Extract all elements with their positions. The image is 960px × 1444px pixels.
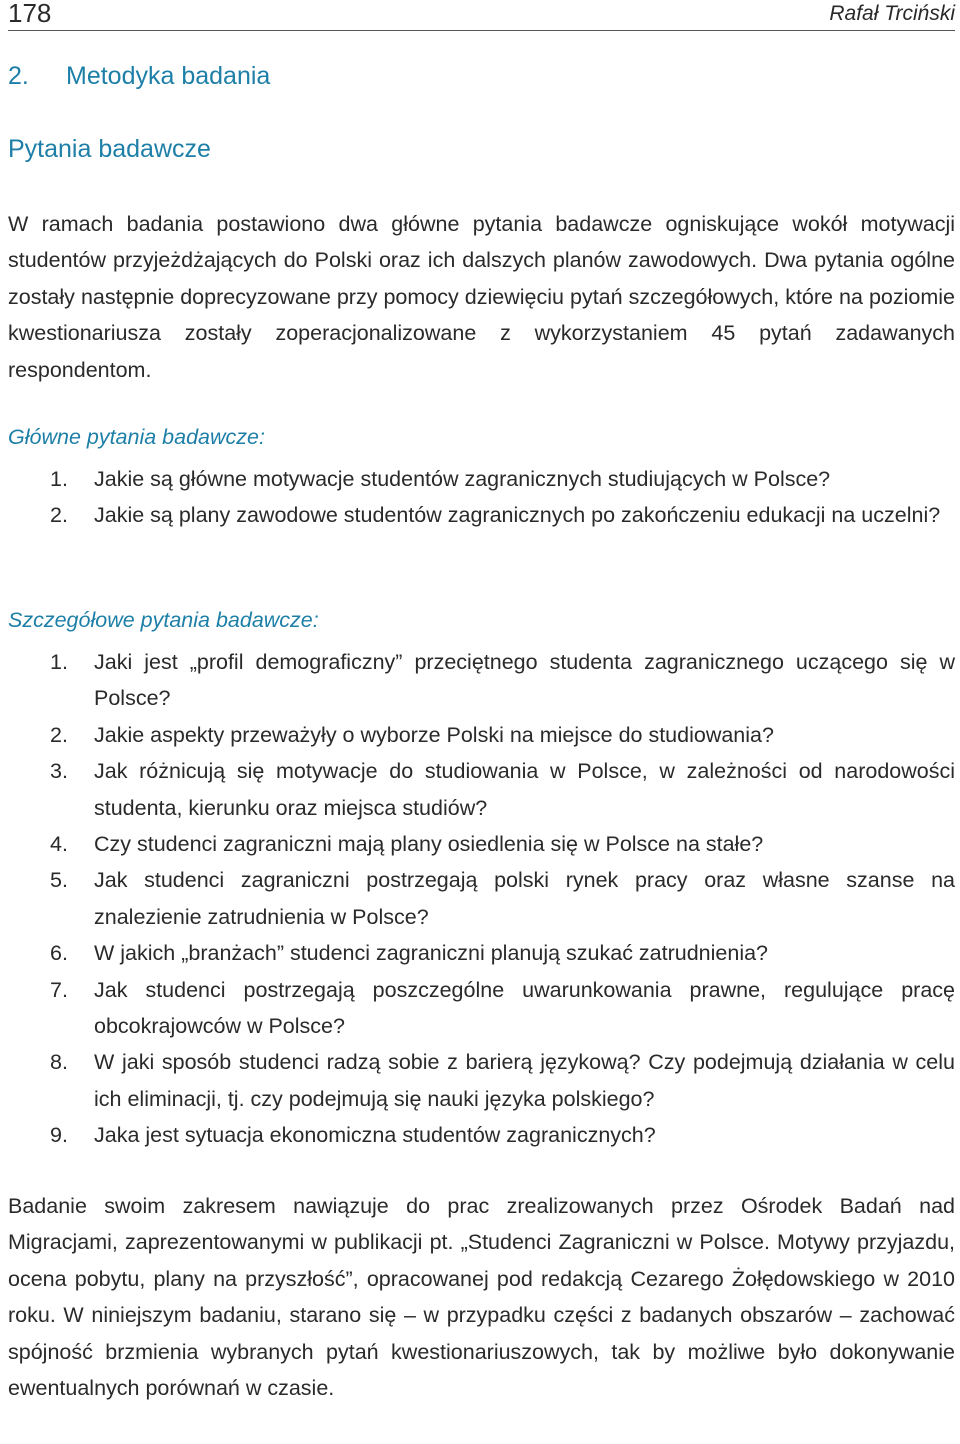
running-header [8,0,955,31]
page-number: 178 [8,0,52,28]
list-item [8,935,955,971]
main-questions-list [8,461,955,534]
detailed-questions-list [8,644,955,1154]
list-item [8,862,955,935]
list-item [8,644,955,717]
item-text: Jak studenci postrzegają poszczególne uwarunkowania prawne, regulujące pracę obcokrajowców w Polsce? [94,977,955,1039]
list-item [8,497,955,533]
item-text: Jaki jest „profil demograficzny” przeciętnego studenta zagranicznego uczącego się w Polsce? [94,650,955,711]
list-item [8,717,955,753]
item-number: 3. [50,759,68,784]
item-number: 2. [50,722,68,747]
list-item [8,1117,955,1153]
intro-paragraph: W ramach badania postawiono dwa główne pytania badawcze ogniskujące wokół motywacji studentów przyjeżdżających do Polski oraz ich dalszych planów zawodowych. Dwa pytania ogólne zostały następnie doprecyzowane przy pomocy dziewięciu pytań szczegółowych, które na poziomie kwestionariusza zostały zoperacjonalizowane z wykorzystaniem 45 pytań zadawanych respondentom. [8,212,955,382]
list-item [8,461,955,497]
item-text: Czy studenci zagraniczni mają plany osiedlenia się w Polsce na stałe? [94,832,764,857]
section-title: Metodyka badania [66,62,271,90]
list-item [8,972,955,1045]
item-number: 2. [50,503,68,528]
item-number: 5. [50,868,68,893]
item-number: 6. [50,941,68,966]
item-text: Jak różnicują się motywacje do studiowania w Polsce, w zależności od narodowości studenta, kierunku oraz miejsca studiów? [94,759,955,820]
subsection-heading: Pytania badawcze [8,135,211,163]
running-author: Rafał Trciński [829,2,955,25]
detailed-questions-heading: Szczegółowe pytania badawcze: [8,608,319,632]
item-number: 8. [50,1050,68,1075]
item-text: W jakich „branżach” studenci zagraniczni planują szukać zatrudnienia? [94,941,769,966]
item-text: Jakie aspekty przeważyły o wyborze Polski na miejsce do studiowania? [94,722,774,747]
item-number: 4. [50,832,68,857]
list-item [8,826,955,862]
main-questions-heading: Główne pytania badawcze: [8,425,265,449]
item-text: Jaka jest sytuacja ekonomiczna studentów zagranicznych? [94,1123,656,1148]
item-number: 1. [50,467,68,491]
list-item [8,753,955,826]
section-number: 2. [8,62,29,90]
item-number: 7. [50,977,68,1002]
item-number: 1. [50,650,68,674]
item-text: W jaki sposób studenci radzą sobie z barierą językową? Czy podejmują działania w celu ich eliminacji, tj. czy podejmują się nauki języka polskiego? [94,1050,955,1111]
section-heading [8,62,270,91]
item-text: Jakie są główne motywacje studentów zagranicznych studiujących w Polsce? [94,467,831,491]
closing-paragraph: Badanie swoim zakresem nawiązuje do prac zrealizowanych przez Ośrodek Badań nad Migracjami, zaprezentowanymi w publikacji pt. „Studenci Zagraniczni w Polsce. Motywy przyjazdu, ocena pobytu, plany na przyszłość”, opracowanej pod redakcją Cezarego Żołędowskiego w 2010 roku. W niniejszym badaniu, starano się – w przypadku części z badanych obszarów – zachować spójność brzmienia wybranych pytań kwestionariuszowych, tak by możliwe było dokonywanie ewentualnych porównań w czasie. [8,1194,955,1401]
item-number: 9. [50,1123,68,1148]
item-text: Jak studenci zagraniczni postrzegają polski rynek pracy oraz własne szanse na znalezienie zatrudnienia w Polsce? [94,868,955,929]
list-item [8,1044,955,1117]
item-text: Jakie są plany zawodowe studentów zagranicznych po zakończeniu edukacji na uczelni? [94,503,941,528]
